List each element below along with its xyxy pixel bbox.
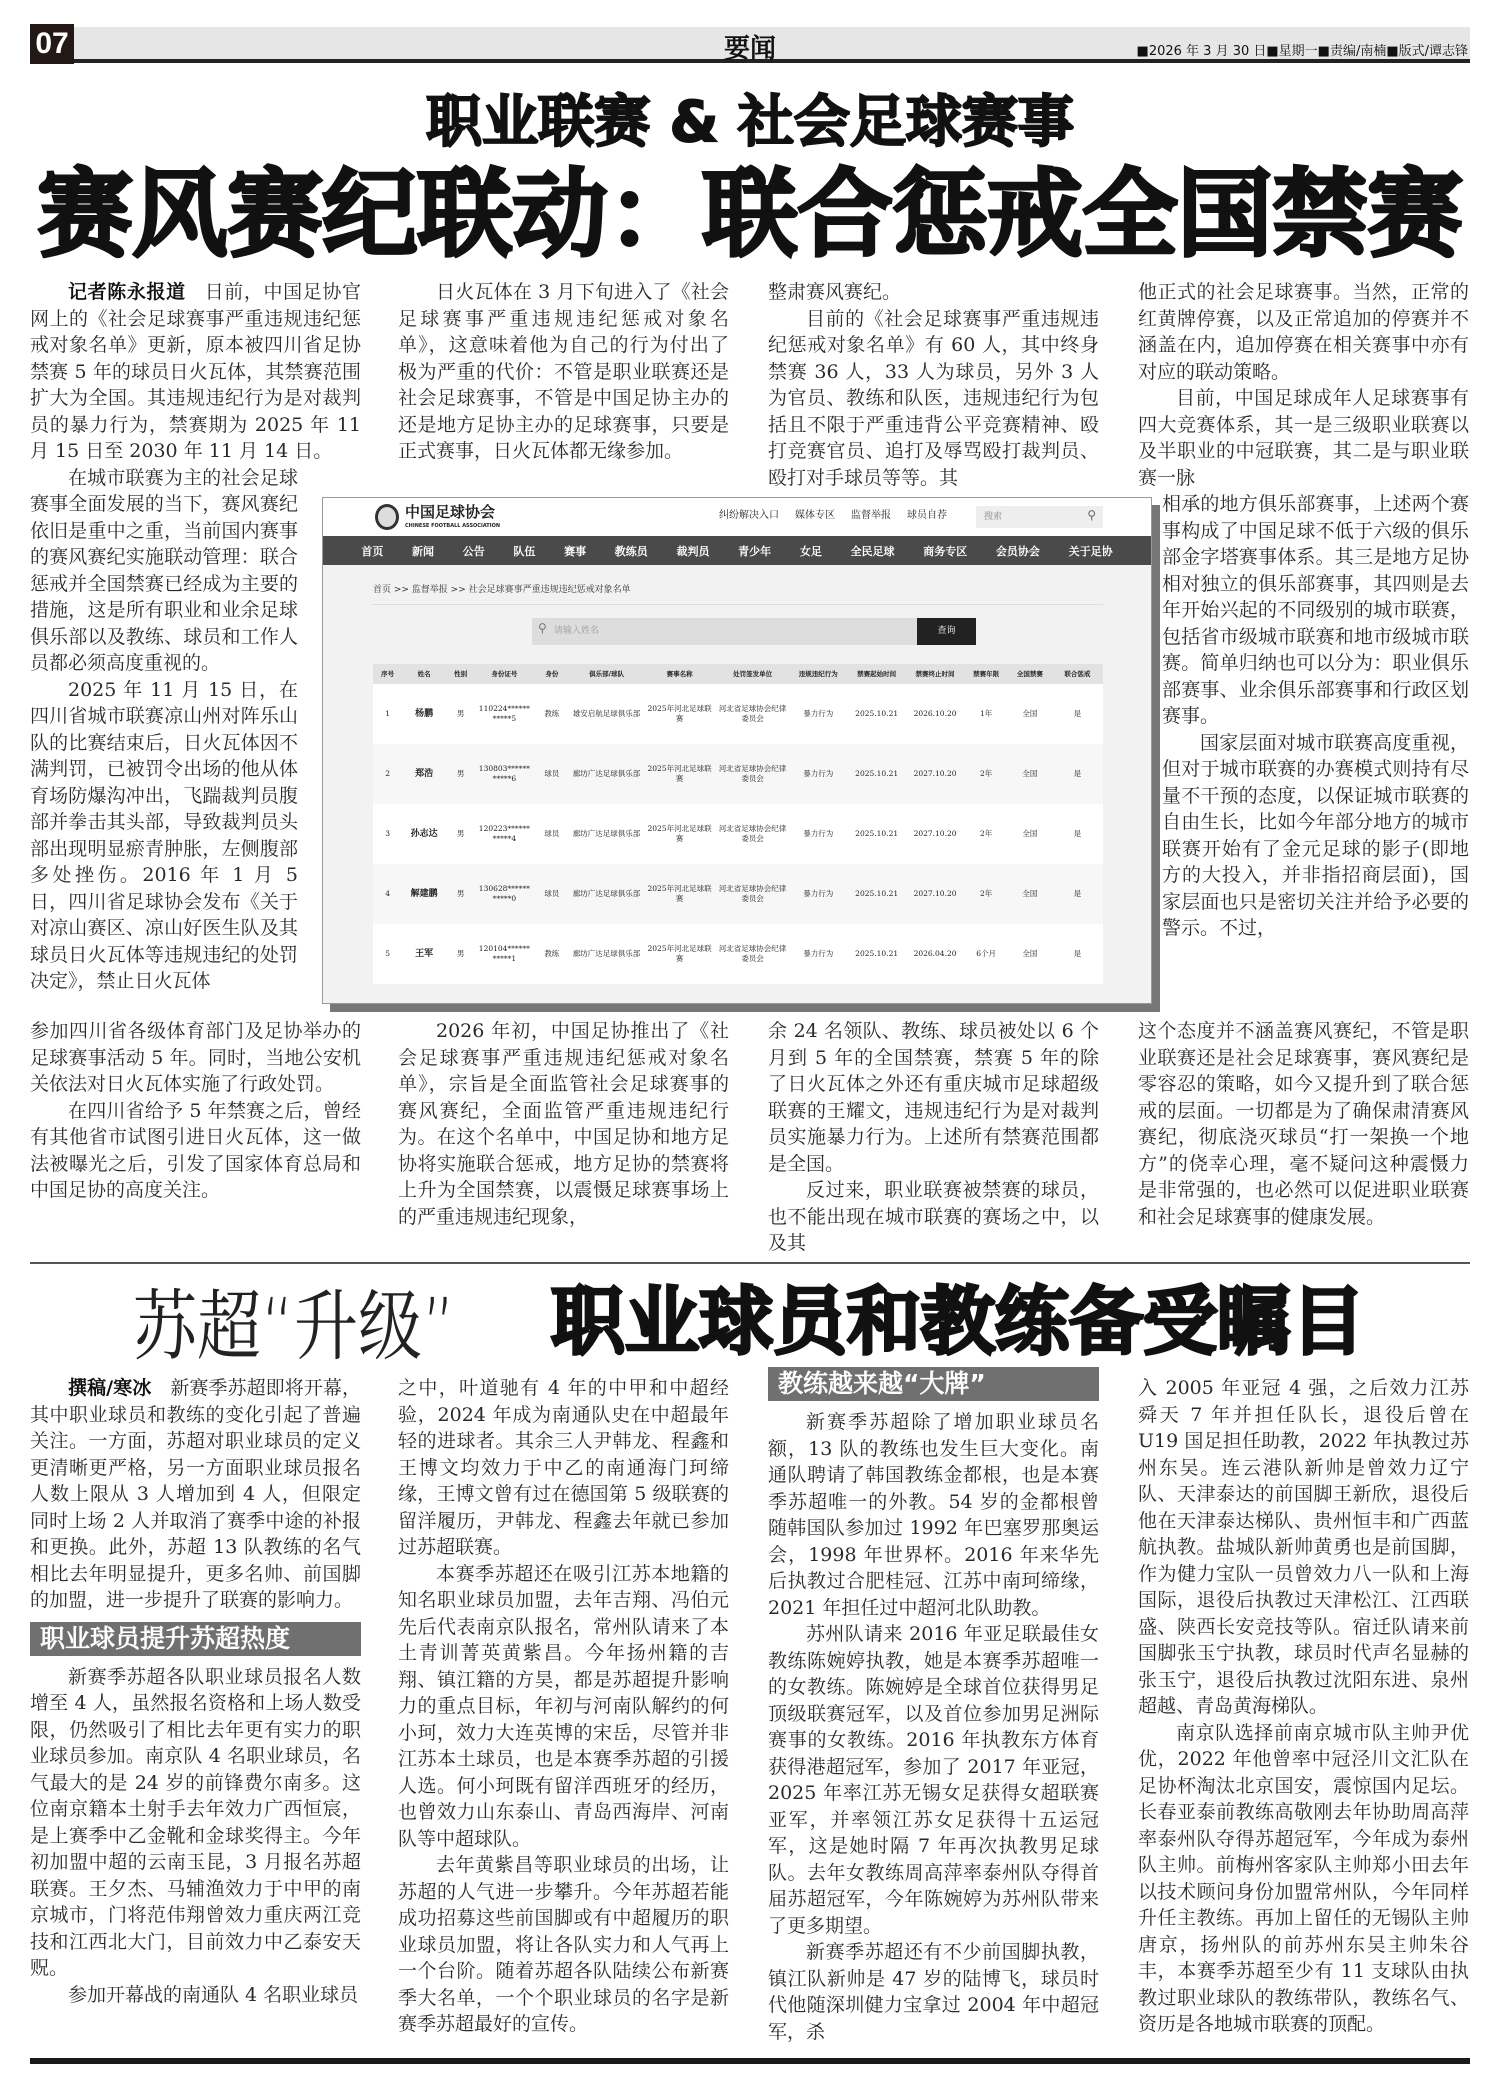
nav-item[interactable]: 裁判员 (676, 544, 710, 558)
table-cell: 6个月 (964, 924, 1008, 984)
link-player-recommend[interactable]: 球员自荐 (907, 510, 947, 521)
table-cell: 2年 (964, 864, 1008, 924)
article2-col1 (30, 1375, 361, 2008)
section-title: 要闻 (723, 34, 776, 64)
table-cell: 2 (373, 744, 402, 804)
paragraph: 国家层面对城市联赛高度重视，但对于城市联赛的办赛模式则持有尽量不干预的态度，以保证城市联赛的自由生长，比如今年部分地方的城市联赛开始有了金元足球的影子(即地方的大投入，并非指招商层面)，国家层面也只是密切关注并给予必要的警示。不过， (1162, 731, 1469, 939)
search-icon[interactable]: ⚲ (1087, 508, 1096, 522)
table-cell: 男 (446, 924, 475, 984)
table-cell: 孙志达 (402, 804, 446, 864)
table-cell: 2025年河北足球联赛 (643, 864, 716, 924)
nav-item[interactable]: 队伍 (513, 544, 536, 558)
cfa-website-screenshot (322, 497, 1152, 1004)
column-header: 性别 (446, 664, 475, 684)
paragraph: 这个态度并不涵盖赛风赛纪，不管是职业联赛还是社会足球赛事，赛风赛纪是零容忍的策略，如今又提升到了联合惩戒的层面。一切都是为了确保肃清赛风赛纪，彻底浇灭球员“打一架换一个地方”的侥幸心理，毫不疑问这种震慑力是非常强的，也必然可以促进职业联赛和社会足球赛事的健康发展。 (1138, 1020, 1469, 1228)
link-media[interactable]: 媒体专区 (795, 510, 835, 521)
name-search-input[interactable] (532, 618, 917, 645)
section-header: 职业球员提升苏超热度 (30, 1622, 361, 1656)
nav-item[interactable]: 赛事 (564, 544, 587, 558)
link-dispute[interactable]: 纠纷解决入口 (719, 510, 779, 521)
paragraph: 在城市联赛为主的社会足球赛事全面发展的当下，赛风赛纪依旧是重中之重，当前国内赛事的赛风赛纪实施联动管理：联合惩戒并全国禁赛已经成为主要的措施，这是所有职业和业余足球俱乐部以及教练、球员和工作人员都必须高度重视的。 (30, 466, 298, 674)
table-cell: 2025.10.21 (847, 744, 905, 804)
table-cell: 解建鹏 (402, 864, 446, 924)
paragraph: 他正式的社会足球赛事。当然，正常的红黄牌停赛，以及正常追加的停赛并不涵盖在内，追加停赛在相关赛事中亦有对应的联动策略。 (1138, 281, 1469, 383)
table-cell: 110224***********5 (475, 684, 533, 744)
paragraph: 2026 年初，中国足协推出了《社会足球赛事严重违规违纪惩戒对象名单》，宗旨是全面监管社会足球赛事的赛风赛纪，全面监管严重违规违纪行为。在这个名单中，中国足协和地方足协将实施联合惩戒，地方足协的禁赛将上升为全国禁赛，以震慑足球赛事场上的严重违规违纪现象， (398, 1020, 729, 1228)
site-logo-subtitle: CHINESE FOOTBALL ASSOCIATION (405, 523, 501, 529)
article1-col1-top (30, 279, 361, 465)
table-cell: 男 (446, 684, 475, 744)
table-row (373, 684, 1103, 744)
article1-col4-top (1138, 279, 1469, 491)
table-cell: 廊坊广达足球俱乐部 (570, 804, 643, 864)
table-cell: 2年 (964, 744, 1008, 804)
paragraph: 去年黄紫昌等职业球员的出场，让苏超的人气进一步攀升。今年苏超若能成功招募这些前国脚或有中超履历的职业球员加盟，将让各队实力和人气再上一个台阶。随着苏超各队陆续公布新赛季大名单，一个个职业球员的名字是新赛季苏超最好的宣传。 (398, 1854, 729, 2035)
table-cell: 1年 (964, 684, 1008, 744)
table-cell: 杨鹏 (402, 684, 446, 744)
divider (30, 1262, 1470, 1264)
table-cell: 2025.10.21 (847, 804, 905, 864)
table-cell: 廊坊广达足球俱乐部 (570, 864, 643, 924)
link-report[interactable]: 监督举报 (851, 510, 891, 521)
nav-item[interactable]: 关于足协 (1068, 544, 1113, 558)
table-cell: 全国 (1008, 684, 1052, 744)
name-placeholder: 请输入姓名 (554, 626, 600, 636)
table-cell: 120104***********1 (475, 924, 533, 984)
search-icon: ⚲ (538, 621, 547, 635)
article2-col3 (768, 1367, 1099, 2045)
nav-item[interactable]: 新闻 (412, 544, 435, 558)
table-cell: 球员 (534, 744, 571, 804)
table-cell: 130628***********0 (475, 864, 533, 924)
article1-col1-narrow (30, 465, 298, 995)
table-cell: 男 (446, 864, 475, 924)
table-cell: 2025.10.21 (847, 684, 905, 744)
divider (373, 604, 1103, 605)
paragraph: 相承的地方俱乐部赛事，上述两个赛事构成了中国足球不低于六级的俱乐部金字塔赛事体系。其三是地方足协相对独立的俱乐部赛事，其四则是去年开始兴起的不同级别的城市联赛，包括省市级城市联赛和地市级城市联赛。简单归纳也可以分为：职业俱乐部赛事、业余俱乐部赛事和行政区划赛事。 (1162, 493, 1469, 727)
table-cell: 暴力行为 (789, 804, 847, 864)
table-cell: 河北省足球协会纪律委员会 (716, 924, 789, 984)
article2-col2 (398, 1375, 729, 2038)
table-cell: 教练 (534, 684, 571, 744)
table-cell: 河北省足球协会纪律委员会 (716, 864, 789, 924)
table-cell: 郑浩 (402, 744, 446, 804)
paragraph: 参加开幕战的南通队 4 名职业球员 (68, 1983, 359, 2006)
table-cell: 是 (1052, 744, 1103, 804)
article1-col4 (1138, 279, 1469, 1230)
paragraph: 新赛季苏超除了增加职业球员名额，13 队的教练也发生巨大变化。南通队聘请了韩国教练金都根，也是本赛季苏超唯一的外教。54 岁的金都根曾随韩国队参加过 1992 年巴塞罗那奥运会，1998 年世界杯。2016 年来华先后执教过合肥桂冠、江苏中南珂缔缘，2021 年担任过中超河北队助教。 (768, 1411, 1099, 1619)
table-cell: 是 (1052, 864, 1103, 924)
table-cell: 全国 (1008, 804, 1052, 864)
article1-col3-bottom (768, 1018, 1099, 1257)
column-header: 违规违纪行为 (789, 664, 847, 684)
nav-item[interactable]: 公告 (462, 544, 485, 558)
paragraph: 入 2005 年亚冠 4 强，之后效力江苏舜天 7 年并担任队长，退役后曾在 U19 国足担任助教，2022 年执教过苏州东吴。连云港队新帅是曾效力辽宁队、天津泰达的前国脚王新欣，退役后他在天津泰达梯队、贵州恒丰和广西蓝航执教。盐城队新帅黄勇也是前国脚，作为健力宝队一员曾效力八一队和上海国际，退役后执教过天津松江、江西联盛、陕西长安竞技等队。宿迁队请来前国脚张玉宁执教，球员时代声名显赫的张玉宁，退役后执教过沈阳东进、泉州超越、青岛黄海梯队。 (1138, 1377, 1469, 1717)
column-header: 全国禁赛 (1008, 664, 1052, 684)
table-cell: 男 (446, 744, 475, 804)
table-cell: 2年 (964, 804, 1008, 864)
table-cell: 1 (373, 684, 402, 744)
article1-headline: 赛风赛纪联动：联合惩戒全国禁赛 (37, 159, 1463, 270)
table-cell: 教练 (534, 924, 571, 984)
table-cell: 3 (373, 804, 402, 864)
column-header: 处罚签发单位 (716, 664, 789, 684)
page-number: 07 (30, 24, 74, 64)
column-header: 序号 (373, 664, 402, 684)
table-cell: 是 (1052, 804, 1103, 864)
paragraph: 本赛季苏超还在吸引江苏本地籍的知名职业球员加盟，去年吉翔、冯伯元先后代表南京队报名，常州队请来了本土青训菁英黄紫昌。今年扬州籍的吉翔、镇江籍的方昊，都是苏超提升影响力的重点目标，年初与河南队解约的何小珂，效力大连英博的宋岳，尽管并非江苏本土球员，也是本赛季苏超的引援人选。何小珂既有留洋西班牙的经历，也曾效力山东泰山、青岛西海岸、河南队等中超球队。 (398, 1562, 729, 1850)
table-cell: 河北省足球协会纪律委员会 (716, 684, 789, 744)
article2-headline-bold: 职业球员和教练备受瞩目 (551, 1279, 1365, 1365)
table-cell: 全国 (1008, 744, 1052, 804)
column-header: 禁赛年限 (964, 664, 1008, 684)
table-cell: 2027.10.20 (906, 804, 964, 864)
table-cell: 2025年河北足球联赛 (643, 744, 716, 804)
paragraph: 南京队选择前南京城市队主帅尹优优，2022 年他曾率中冠泾川文汇队在足协杯淘汰北京国安，震惊国内足坛。长春亚泰前教练高敬刚去年协助周高萍率泰州队夺得苏超冠军，今年成为泰州队主帅。前梅州客家队主帅郑小田去年以技术顾问身份加盟常州队，今年同样升任主教练。再加上留任的无锡队主帅唐京，扬州队的前苏州东吴主帅朱谷丰，本赛季苏超至少有 11 支球队由执教过职业球队的教练带队，教练名气、资历是各地城市联赛的顶配。 (1138, 1721, 1469, 2035)
table-cell: 廊坊广达足球俱乐部 (570, 924, 643, 984)
paragraph: 2025 年 11 月 15 日，在四川省城市联赛凉山州对阵乐山队的比赛结束后，日火瓦体因不满判罚，已被罚令出场的他从体育场防爆沟冲出，飞踹裁判员腹部并拳击其头部，导致裁判员头部出现明显瘀青肿胀，左侧腹部多处挫伤。2016 年 1 月 5 日，四川省足球协会发布《关于对凉山赛区、凉山好医生队及其球员日火瓦体等违规违纪的处罚决定》，禁止日火瓦体 (30, 678, 298, 992)
table-cell: 暴力行为 (789, 864, 847, 924)
table-cell: 2025年河北足球联赛 (643, 684, 716, 744)
article1-col1-bottom (30, 1018, 361, 1204)
column-header: 联合惩戒 (1052, 664, 1103, 684)
paragraph: 在四川省给予 5 年禁赛之后，曾经有其他省市试图引进日火瓦体，这一做法被曝光之后，引发了国家体育总局和中国足协的高度关注。 (30, 1099, 361, 1201)
byline: 撰稿/寒冰 (68, 1377, 152, 1399)
page-bottom-rule (30, 2058, 1470, 2064)
nav-item[interactable]: 女足 (799, 544, 822, 558)
table-row (373, 864, 1103, 924)
table-cell: 2025年河北足球联赛 (643, 924, 716, 984)
paragraph: 目前，中国足球成年人足球赛事有四大竞赛体系，其一是三级职业联赛以及半职业的中冠联赛，其二是与职业联赛一脉 (1138, 387, 1469, 489)
table-cell: 雄安启航足球俱乐部 (570, 684, 643, 744)
paragraph: 余 24 名领队、教练、球员被处以 6 个月到 5 年的全国禁赛，禁赛 5 年的除了日火瓦体之外还有重庆城市足球超级联赛的王耀文，违规违纪行为是对裁判员实施暴力行为。上述所有禁赛范围都是全国。 (768, 1020, 1099, 1175)
table-cell: 4 (373, 864, 402, 924)
table-cell: 2025.10.21 (847, 924, 905, 984)
section-header: 教练越来越“大牌” (768, 1367, 1099, 1401)
table-cell: 球员 (534, 804, 571, 864)
nav-item[interactable]: 教练员 (614, 544, 648, 558)
table-cell: 2027.10.20 (906, 744, 964, 804)
header-links (719, 510, 947, 522)
column-header: 赛事名称 (643, 664, 716, 684)
column-header: 姓名 (402, 664, 446, 684)
paragraph: 反过来，职业联赛被禁赛的球员，也不能出现在城市联赛的赛场之中，以及其 (768, 1179, 1099, 1254)
table-cell: 暴力行为 (789, 744, 847, 804)
column-header: 俱乐部/球队 (570, 664, 643, 684)
table-cell: 全国 (1008, 864, 1052, 924)
table-body (373, 684, 1103, 984)
table-cell: 2025年河北足球联赛 (643, 804, 716, 864)
paragraph: 苏州队请来 2016 年亚足联最佳女教练陈婉婷执教，她是本赛季苏超唯一的女教练。陈婉婷是全球首位获得男足顶级联赛冠军，以及首位参加男足洲际赛事的女教练。2016 年执教东方体育获得港超冠军，参加了 2017 年亚冠，2025 年率江苏无锡女足获得女超联赛亚军，并率领江苏女足获得十五运冠军，这是她时隔 7 年再次执教男足球队。去年女教练周高萍率泰州队夺得首届苏超冠军，今年陈婉婷为苏州队带来了更多期望。 (768, 1623, 1099, 1937)
site-search-input[interactable] (976, 506, 1103, 528)
nav-item[interactable]: 全民足球 (850, 544, 895, 558)
cfa-logo-icon (375, 504, 399, 530)
paragraph: 整肃赛风赛纪。 (768, 281, 902, 303)
table-cell: 暴力行为 (789, 684, 847, 744)
table-cell: 河北省足球协会纪律委员会 (716, 744, 789, 804)
search-placeholder: 搜索 (984, 512, 1003, 522)
paragraph: 目前的《社会足球赛事严重违规违纪惩戒对象名单》有 60 人，其中终身禁赛 36 人，33 人为球员，另外 3 人为官员、教练和队医，违规违纪行为包括且不限于严重违背公平竞赛精神、殴打竞赛官员、追打及辱骂殴打裁判员、殴打对手球员等等。其 (768, 307, 1099, 489)
article1-col4-narrow (1162, 491, 1469, 942)
article1-col2-top (398, 279, 729, 465)
paragraph: 新赛季苏超还有不少前国脚执教，镇江队新帅是 47 岁的陆博飞，球员时代他随深圳健力宝拿过 2004 年中超冠军，杀 (768, 1941, 1099, 2043)
table-cell: 130803***********6 (475, 744, 533, 804)
article1-kicker: 职业联赛 & 社会足球赛事 (426, 90, 1074, 155)
nav-item[interactable]: 商务专区 (923, 544, 968, 558)
table-cell: 是 (1052, 684, 1103, 744)
table-cell: 全国 (1008, 924, 1052, 984)
nav-item[interactable]: 会员协会 (995, 544, 1040, 558)
paragraph: 之中，叶道驰有 4 年的中甲和中超经验，2024 年成为南通队史在中超最年轻的进球者。其余三人尹韩龙、程鑫和王博文均效力于中乙的南通海门珂缔缘，王博文曾有过在德国第 5 级联赛的留洋履历，尹韩龙、程鑫去年就已参加过苏超联赛。 (398, 1377, 729, 1558)
paragraph: 日火瓦体在 3 月下旬进入了《社会足球赛事严重违规违纪惩戒对象名单》，这意味着他为自己的行为付出了极为严重的代价：不管是职业联赛还是社会足球赛事，不管是中国足协主办的还是地方足协主办的足球赛事，只要是正式赛事，日火瓦体都无缘参加。 (398, 281, 729, 462)
article1-col1 (30, 279, 361, 1204)
table-cell: 廊坊广达足球俱乐部 (570, 744, 643, 804)
table-cell: 球员 (534, 864, 571, 924)
article2-col4 (1138, 1375, 1469, 2038)
site-nav (323, 536, 1151, 565)
table-cell: 2026.10.20 (906, 684, 964, 744)
table-cell: 5 (373, 924, 402, 984)
table-cell: 2026.04.20 (906, 924, 964, 984)
site-header (323, 498, 1151, 536)
table-row (373, 744, 1103, 804)
byline: 记者陈永报道 (68, 281, 186, 303)
article2-headline-light: 苏超“升级” (133, 1283, 456, 1372)
column-header: 身份证号 (475, 664, 533, 684)
article1-col2-bottom (398, 1018, 729, 1230)
table-row (373, 924, 1103, 984)
paragraph: 日前，中国足协官网上的《社会足球赛事严重违规违纪惩戒对象名单》更新，原本被四川省足协禁赛 5 年的球员日火瓦体，其禁赛范围扩大为全国。其违规违纪行为是对裁判员的暴力行为，禁赛期为 2025 年 11 月 15 日至 2030 年 11 月 14 日。 (30, 281, 361, 462)
breadcrumb: 首页 >> 监督举报 >> 社会足球赛事严重违规违纪惩戒对象名单 (373, 585, 631, 595)
sanctions-table (373, 664, 1103, 984)
table-cell: 王军 (402, 924, 446, 984)
paragraph: 新赛季苏超各队职业球员报名人数增至 4 人，虽然报名资格和上场人数受限，仍然吸引了相比去年更有实力的职业球员参加。南京队 4 名职业球员，名气最大的是 24 岁的前锋费尔南多。这位南京籍本土射手去年效力广西恒宸，是上赛季中乙金靴和金球奖得主。今年初加盟中超的云南玉昆，3 月报名苏超联赛。王夕杰、马辅渔效力于中甲的南京城市，门将范伟翔曾效力重庆两江竞技和江西北大门，目前效力中乙泰安天贶。 (30, 1665, 361, 1979)
column-header: 身份 (534, 664, 571, 684)
query-button[interactable]: 查询 (917, 618, 976, 645)
nav-item[interactable]: 青少年 (738, 544, 772, 558)
nav-item[interactable]: 首页 (361, 544, 384, 558)
article1-col4-bottom (1138, 1018, 1469, 1230)
paragraph: 新赛季苏超即将开幕，其中职业球员和教练的变化引起了普遍关注。一方面，苏超对职业球员的定义更清晰更严格，另一方面职业球员报名人数上限从 3 人增加到 4 人，但限定同时上场 2 人并取消了赛季中途的补报和更换。此外，苏超 13 队教练的名气相比去年明显提升，更多名帅、前国脚的加盟，进一步提升了联赛的影响力。 (30, 1377, 361, 1611)
article1-col3-top (768, 279, 1099, 491)
table-cell: 河北省足球协会纪律委员会 (716, 804, 789, 864)
paragraph: 参加四川省各级体育部门及足协举办的足球赛事活动 5 年。同时，当地公安机关依法对日火瓦体实施了行政处罚。 (30, 1020, 361, 1095)
table-cell: 男 (446, 804, 475, 864)
table-row (373, 804, 1103, 864)
table-header-row (373, 664, 1103, 684)
site-logo-text: 中国足球协会 (405, 503, 496, 521)
table-cell: 是 (1052, 924, 1103, 984)
issue-meta: ■2026 年 3 月 30 日■星期一■责编/南楠■版式/谭志锋 (1136, 44, 1468, 59)
column-header: 禁赛起始时间 (847, 664, 905, 684)
table-cell: 2027.10.20 (906, 864, 964, 924)
table-cell: 120223***********4 (475, 804, 533, 864)
table-cell: 2025.10.21 (847, 864, 905, 924)
table-cell: 暴力行为 (789, 924, 847, 984)
column-header: 禁赛终止时间 (906, 664, 964, 684)
